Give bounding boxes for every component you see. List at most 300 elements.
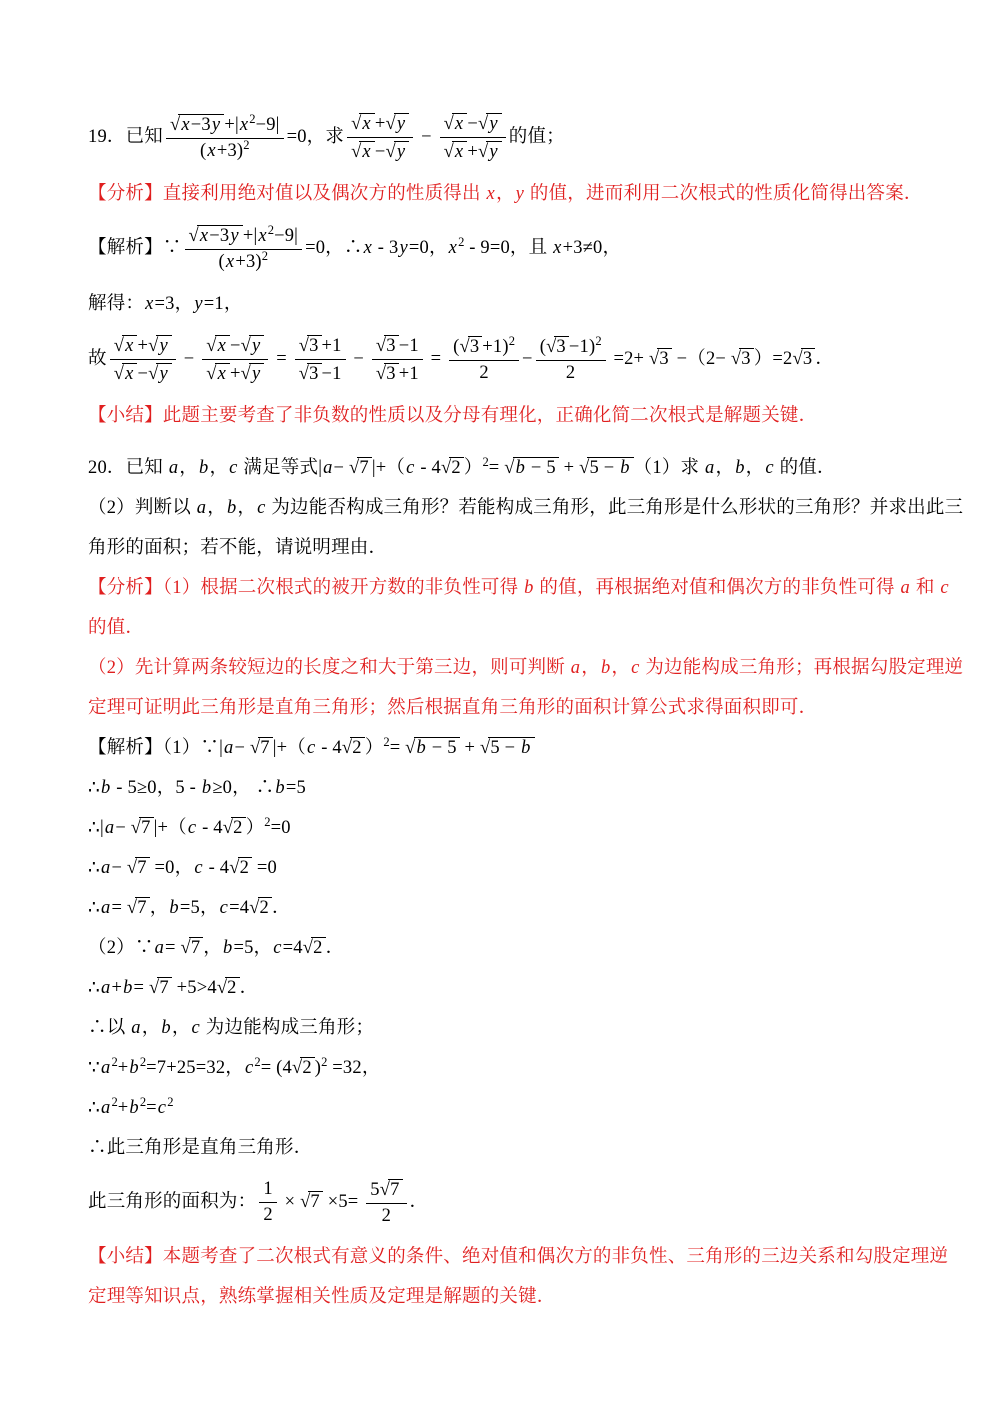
math-variable: y — [211, 115, 221, 135]
superscript: 2 — [243, 138, 250, 153]
radical-sign: √ — [792, 348, 803, 369]
radicand — [156, 335, 171, 356]
math-variable: c — [406, 457, 415, 478]
math-sqrt — [478, 141, 502, 162]
math-variable: c — [157, 1097, 167, 1118]
radical-sign: √ — [249, 897, 260, 918]
radical-sign: √ — [206, 364, 217, 385]
fraction-numerator: $√x-3y +|x^2-9|$ — [166, 113, 284, 139]
radical-sign: √ — [113, 364, 125, 385]
radicand — [394, 113, 409, 134]
superscript: 2 — [264, 814, 271, 829]
fraction-numerator: √x −√y — [202, 334, 268, 360]
math-variable: b — [275, 777, 285, 798]
math-fraction — [536, 335, 606, 385]
math-sqrt — [114, 335, 138, 356]
radicand — [249, 335, 264, 356]
math-sqrt — [480, 737, 535, 758]
math-sqrt — [223, 817, 246, 838]
radicand: 3 — [384, 335, 398, 356]
superscript: 2 — [249, 111, 256, 126]
math-sqrt — [299, 363, 322, 384]
radical-sign: √ — [443, 114, 454, 134]
math-sqrt — [444, 113, 468, 134]
radicand — [452, 113, 467, 134]
superscript: 2 — [261, 249, 269, 264]
math-variable: c — [257, 497, 266, 518]
math-sqrt — [376, 363, 399, 384]
math-sqrt — [459, 336, 482, 357]
radicand: 5 − b — [488, 737, 534, 758]
math-fraction — [259, 1179, 276, 1227]
radicand — [394, 141, 409, 162]
text-line: （2）先计算两条较短边的长度之和大于第三边，则可判断 a，b，c 为边能构成三角形；再根据勾股定理逆 — [88, 657, 964, 678]
math-variable: b — [416, 737, 426, 758]
math-variable: x — [362, 114, 371, 134]
radical-sign: √ — [206, 335, 217, 356]
radical-sign: √ — [126, 897, 138, 918]
fraction-numerator: √x +√y — [110, 334, 176, 360]
superscript: 2 — [458, 234, 465, 249]
math-variable: c — [244, 1057, 254, 1078]
radical-sign: √ — [385, 114, 396, 134]
radical-sign: √ — [298, 364, 310, 385]
radicand: 7 — [308, 1191, 322, 1212]
fraction-numerator: 1 — [259, 1179, 276, 1203]
math-sqrt — [376, 335, 399, 356]
math-sqrt — [351, 141, 375, 162]
text-line: 定理可证明此三角形是直角三角形；然后根据直角三角形的面积计算公式求得面积即可． — [88, 697, 818, 718]
radical-sign: √ — [298, 335, 310, 356]
math-variable: x — [145, 293, 154, 314]
radicand: b − 5 — [414, 737, 460, 758]
math-sqrt — [249, 897, 272, 918]
math-variable: c — [229, 457, 238, 478]
radicand: 3 — [657, 348, 671, 369]
text-line: 【小结】此题主要考查了非负数的性质以及分母有理化，正确化简二次根式是解题关键． — [88, 405, 818, 426]
math-sqrt — [217, 977, 240, 998]
math-sqrt — [189, 225, 243, 246]
radicand — [215, 335, 230, 356]
math-sqrt — [148, 335, 172, 356]
superscript: 2 — [111, 1094, 118, 1109]
math-variable: x — [181, 115, 190, 135]
math-variable: y — [489, 142, 498, 163]
math-sqrt — [299, 335, 322, 356]
radicand: 7 — [135, 897, 149, 918]
radical-sign: √ — [222, 817, 234, 838]
superscript: 2 — [508, 333, 516, 348]
fraction-numerator: √3 −1 — [372, 334, 423, 360]
radicand — [359, 113, 374, 134]
math-variable: x — [258, 225, 267, 246]
fraction-denominator: $(x+3)^2$ — [218, 249, 269, 273]
radical-sign: √ — [459, 336, 470, 357]
math-sqrt — [206, 335, 230, 356]
math-variable: x — [207, 141, 216, 162]
text-line: 19．已知 $\frac{√x-3y +|x^2-9|}{(x+3)^2}$ =0，求 $\frac{√x +√y}{√x -√y}$ − $\frac{√x -√y}{√x +√y}$ 的值； — [88, 111, 565, 163]
math-variable: c — [187, 817, 197, 838]
text-line: 故 $\frac{√x +√y}{√x -√y}$ − $\frac{√x -√y}{√x +√y}$ = $\frac{√3 +1}{√3 -1}$ − $\frac{√3 -1}{√3 +1}$ = $\frac{(√3 +1)^2}{2}$ − $\frac{(√3 -1)^2}{2}$ =2+ √3 −（2− √3 ）=2√3 ． — [88, 333, 835, 385]
math-variable: x — [448, 238, 458, 259]
radicand — [122, 363, 137, 384]
text-line: 20．已知 a，b，c 满足等式|a− √7 |+（c - 4√2 ）$^2$= √b − 5 + √5 − b （1）求 a，b，c 的值． — [88, 454, 836, 478]
radicand — [122, 335, 137, 356]
radical-sign: √ — [341, 737, 353, 758]
math-sqrt — [127, 897, 150, 918]
radicand: 2 — [258, 897, 272, 918]
superscript: 2 — [111, 1054, 118, 1069]
math-variable: a — [100, 977, 111, 998]
radicand: 2 — [449, 457, 463, 478]
math-sqrt — [149, 977, 172, 998]
math-variable: x — [217, 364, 226, 385]
superscript: 2 — [482, 454, 489, 469]
superscript: 2 — [139, 1054, 147, 1069]
radicand: 2 — [238, 857, 252, 878]
fraction-numerator: $√x-3y +|x^2-9|$ — [185, 224, 303, 250]
math-variable: y — [159, 335, 168, 356]
radical-sign: √ — [649, 348, 660, 369]
radicand: 3 — [384, 363, 398, 384]
text-line: 的值． — [88, 617, 145, 638]
math-variable: a — [168, 457, 179, 478]
radical-sign: √ — [375, 335, 387, 356]
math-variable: b — [198, 457, 209, 478]
fraction-denominator: 2 — [263, 1204, 273, 1225]
radical-sign: √ — [504, 457, 515, 478]
math-variable: b — [169, 897, 179, 918]
math-fraction — [185, 224, 303, 274]
math-variable: y — [230, 225, 239, 246]
math-fraction — [449, 335, 519, 385]
radicand: x−3y — [197, 225, 243, 246]
radical-sign: √ — [379, 1179, 391, 1200]
math-sqrt — [206, 363, 230, 384]
fraction-numerator: √x −√y — [440, 112, 506, 138]
radicand — [359, 141, 374, 162]
radicand: 3 — [468, 336, 482, 357]
fraction-denominator: √3 −1 — [298, 364, 342, 385]
math-fraction — [166, 113, 284, 163]
radical-sign: √ — [149, 977, 160, 998]
math-variable: a — [104, 817, 115, 838]
fraction-denominator: √x +√y — [440, 138, 506, 163]
fraction-denominator: 2 — [565, 363, 576, 384]
superscript: 2 — [254, 1054, 261, 1069]
superscript: 2 — [383, 734, 390, 749]
math-variable: b — [735, 457, 745, 478]
math-variable: b — [123, 977, 133, 998]
radicand: 3 — [307, 363, 321, 384]
math-variable: c — [191, 1017, 200, 1038]
math-variable: b — [600, 657, 611, 678]
math-sqrt — [380, 1179, 403, 1200]
text-line: （2）判断以 a，b，c 为边能否构成三角形？若能构成三角形，此三角形是什么形状的三角形？并求出此三 — [88, 497, 964, 518]
fraction-denominator: √x −√y — [110, 360, 176, 385]
math-sqrt — [731, 348, 754, 369]
fraction-denominator: √3 +1 — [375, 364, 419, 385]
math-variable: x — [125, 364, 134, 385]
math-variable: y — [159, 364, 168, 385]
radicand: 7 — [258, 737, 272, 758]
math-variable: y — [396, 142, 406, 163]
math-sqrt — [127, 857, 150, 878]
math-sqrt — [170, 114, 224, 135]
text-line: ∴b - 5≥0，5 - b≥0， ∴b=5 — [88, 777, 306, 798]
math-variable: c — [307, 737, 316, 758]
math-variable: c — [765, 457, 774, 478]
math-variable: y — [396, 114, 406, 134]
fraction-denominator: 2 — [479, 363, 489, 384]
math-sqrt — [241, 363, 265, 384]
radical-sign: √ — [180, 937, 191, 958]
text-line: ∴a− √7 =0，c - 4√2 =0 — [88, 857, 277, 878]
problem-19-section — [88, 110, 953, 428]
text-line: 【分析】直接利用绝对值以及偶次方的性质得出 x，y 的值，进而利用二次根式的性质化简得出答案． — [88, 183, 923, 204]
radical-sign: √ — [730, 348, 742, 369]
math-variable: c — [631, 657, 640, 678]
math-sqrt — [385, 113, 409, 134]
radical-sign: √ — [148, 364, 159, 385]
radical-sign: √ — [349, 457, 360, 478]
radical-sign: √ — [113, 335, 125, 356]
radicand: 3 — [307, 335, 321, 356]
math-sqrt — [793, 348, 816, 369]
math-sqrt — [250, 737, 273, 758]
radical-sign: √ — [351, 142, 362, 163]
math-variable: x — [217, 335, 226, 356]
math-fraction — [347, 112, 413, 164]
radical-sign: √ — [351, 114, 362, 134]
fraction-denominator: √x +√y — [202, 360, 268, 385]
radicand: x−3y — [178, 114, 224, 135]
math-variable: x — [199, 225, 209, 246]
math-variable: c — [219, 897, 229, 918]
math-variable: a — [100, 1057, 111, 1078]
math-variable: x — [454, 114, 464, 134]
math-variable: a — [154, 937, 165, 958]
math-variable: b — [223, 937, 233, 958]
radical-sign: √ — [477, 114, 489, 134]
math-variable: b — [129, 1057, 139, 1078]
math-variable: b — [201, 777, 212, 798]
radicand: 2 — [225, 977, 239, 998]
math-fraction — [202, 334, 268, 386]
math-sqrt — [292, 1057, 315, 1078]
radicand — [156, 363, 171, 384]
radical-sign: √ — [477, 142, 489, 163]
radical-sign: √ — [480, 737, 491, 758]
radical-sign: √ — [375, 364, 387, 385]
text-line: ∴此三角形是直角三角形． — [88, 1137, 313, 1158]
math-sqrt — [444, 141, 468, 162]
text-line: ∴a= √7 ，b=5，c=4√2 ． — [88, 897, 291, 918]
math-variable: x — [225, 252, 235, 273]
radical-sign: √ — [249, 737, 261, 758]
superscript: 2 — [595, 333, 602, 348]
text-line: 【分析】（1）根据二次根式的被开方数的非负性可得 b 的值，再根据绝对值和偶次方的非负性可得 a 和 c — [88, 577, 949, 598]
math-fraction — [372, 334, 423, 386]
math-sqrt — [385, 141, 409, 162]
radicand — [215, 363, 230, 384]
radicand: 7 — [189, 937, 203, 958]
math-sqrt — [241, 335, 265, 356]
math-sqrt — [148, 363, 172, 384]
radicand: 2 — [231, 817, 245, 838]
math-fraction — [366, 1178, 406, 1228]
radicand — [486, 141, 501, 162]
radical-sign: √ — [229, 857, 240, 878]
math-sqrt — [300, 1191, 323, 1212]
radical-sign: √ — [126, 857, 138, 878]
math-sqrt — [114, 363, 138, 384]
radical-sign: √ — [291, 1057, 303, 1078]
math-variable: a — [900, 577, 910, 598]
radical-sign: √ — [240, 364, 251, 385]
radicand: b − 5 — [513, 457, 559, 478]
math-variable: c — [940, 577, 949, 598]
radicand: 3 — [801, 348, 815, 369]
math-variable: y — [489, 114, 498, 134]
fraction-numerator: $(√3 +1)^2$ — [449, 335, 519, 361]
radical-sign: √ — [188, 225, 199, 246]
math-variable: y — [515, 183, 525, 204]
radical-sign: √ — [240, 335, 251, 356]
radical-sign: √ — [443, 142, 454, 163]
math-variable: b — [515, 457, 526, 478]
radicand: 2 — [300, 1057, 314, 1078]
radicand — [249, 363, 264, 384]
math-variable: c — [273, 937, 282, 958]
radical-sign: √ — [302, 937, 314, 958]
radical-sign: √ — [385, 142, 396, 163]
radicand: 5 − b — [587, 457, 633, 478]
radical-sign: √ — [300, 1191, 311, 1212]
math-variable: x — [362, 142, 371, 163]
radical-sign: √ — [546, 336, 557, 357]
radical-sign: √ — [148, 335, 159, 356]
fraction-numerator: √x +√y — [347, 112, 413, 138]
text-line: 解得：x=3，y=1， — [88, 293, 243, 314]
math-variable: a — [100, 1097, 111, 1118]
math-sqrt — [131, 817, 154, 838]
superscript: 2 — [167, 1094, 174, 1109]
math-sqrt — [180, 937, 203, 958]
radicand — [486, 113, 501, 134]
radicand: 2 — [311, 937, 325, 958]
math-sqrt — [478, 113, 502, 134]
radical-sign: √ — [440, 457, 452, 478]
radicand: 7 — [157, 977, 171, 998]
math-variable: a — [323, 457, 333, 478]
radicand: 3 — [554, 336, 568, 357]
fraction-numerator: 5√7 — [366, 1178, 406, 1204]
radical-sign: √ — [405, 737, 416, 758]
math-variable: a — [196, 497, 207, 518]
math-sqrt — [441, 457, 464, 478]
text-line: ∴|a− √7 |+（c - 4√2 ）$^2$=0 — [88, 814, 291, 838]
text-line: 【解析】∵ $\frac{√x-3y +|x^2-9|}{(x+3)^2}$ =0，∴x - 3y=0，$x^2 - 9=0$，且 x+3≠0， — [88, 222, 622, 273]
math-variable: y — [251, 364, 261, 385]
math-variable: a — [224, 737, 234, 758]
math-variable: x — [454, 142, 464, 163]
math-variable: x — [486, 183, 495, 204]
text-line: （2）∵a= √7 ，b=5，c=4√2 ． — [88, 937, 345, 958]
radicand: 2 — [350, 737, 364, 758]
text-line: $\therefore a^2+b^2=c^2$ — [88, 1094, 174, 1118]
superscript: 2 — [139, 1094, 147, 1109]
text-line: 【小结】本题考查了二次根式有意义的条件、绝对值和偶次方的非负性、三角形的三边关系和勾股定理逆 — [88, 1247, 949, 1268]
radicand — [452, 141, 467, 162]
math-sqrt — [351, 113, 375, 134]
fraction-numerator: √3 +1 — [295, 334, 346, 360]
problem-20-section — [88, 454, 964, 1310]
radicand: 7 — [139, 817, 153, 838]
math-variable: b — [161, 1017, 171, 1038]
radical-sign: √ — [130, 817, 142, 838]
math-sqrt — [504, 457, 559, 478]
math-variable: b — [524, 577, 534, 598]
text-line: 定理等知识点，熟练掌握相关性质及定理是解题的关键． — [88, 1287, 556, 1308]
superscript: 2 — [267, 222, 275, 237]
math-sqrt — [342, 737, 365, 758]
math-fraction — [440, 112, 506, 164]
text-line: $\because a^2+b^2=7+25=32$，$c^2= (4√2$ )$^2$ =32， — [88, 1054, 381, 1078]
math-variable: b — [521, 737, 531, 758]
math-variable: x — [363, 238, 372, 259]
superscript: 2 — [321, 1054, 328, 1069]
math-variable: a — [100, 897, 111, 918]
math-sqrt — [229, 857, 252, 878]
math-variable: y — [399, 238, 408, 259]
math-sqrt — [546, 336, 569, 357]
math-sqrt — [349, 457, 372, 478]
math-variable: y — [194, 293, 203, 314]
math-sqrt — [405, 737, 460, 758]
math-sqrt — [579, 457, 634, 478]
text-line: 【解析】（1）∵|a− √7 |+（c - 4√2 ）$^2$= √b − 5 + √5 − b — [88, 736, 953, 760]
math-variable: x — [239, 115, 249, 135]
radical-sign: √ — [579, 457, 590, 478]
fraction-numerator: $(√3 -1)^2$ — [536, 335, 606, 361]
math-variable: a — [131, 1017, 141, 1038]
math-variable: a — [100, 857, 111, 878]
text-line: 角形的面积；若不能，请说明理由． — [88, 537, 388, 558]
math-variable: a — [705, 457, 715, 478]
text-line: ∴以 a，b，c 为边能构成三角形； — [88, 1017, 375, 1038]
radicand: 3 — [739, 348, 753, 369]
radical-sign: √ — [170, 115, 181, 135]
text-line: 此三角形的面积为： $\frac{1}{2}$ × √7 ×5= $\frac{5√7}{2}$ ． — [88, 1178, 429, 1226]
math-variable: b — [226, 497, 237, 518]
math-variable: b — [100, 777, 111, 798]
radicand: 7 — [388, 1179, 402, 1200]
math-fraction — [295, 334, 346, 386]
math-variable: x — [553, 238, 562, 259]
radicand: 7 — [357, 457, 371, 478]
text-line: ∴a+b= √7 +5>4√2 ． — [88, 977, 259, 998]
math-variable: b — [129, 1097, 139, 1118]
fraction-denominator: $(x+3)^2$ — [200, 138, 250, 162]
math-sqrt — [649, 348, 672, 369]
math-variable: b — [620, 457, 630, 478]
fraction-denominator: √x −√y — [347, 138, 413, 163]
radical-sign: √ — [216, 977, 228, 998]
math-variable: c — [194, 857, 203, 878]
math-fraction — [110, 334, 176, 386]
radicand: 7 — [135, 857, 149, 878]
